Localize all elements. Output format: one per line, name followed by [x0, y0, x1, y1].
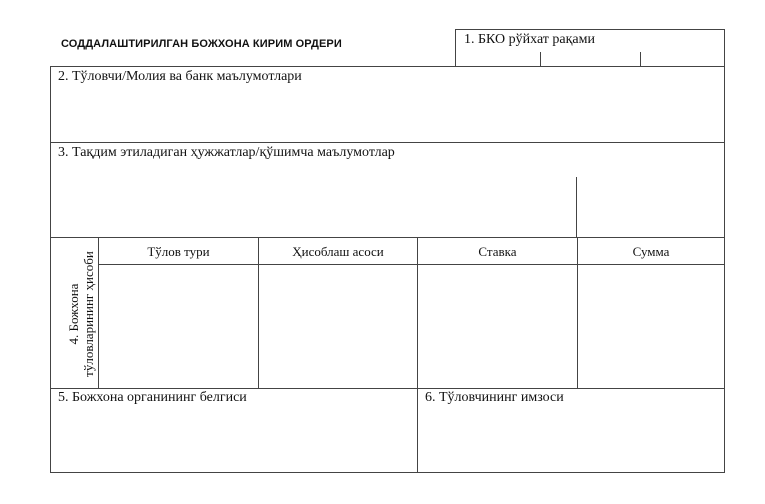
field-6-label: 6. Тўловчининг имзоси: [425, 390, 564, 405]
form-title: СОДДАЛАШТИРИЛГАН БОЖХОНА КИРИМ ОРДЕРИ: [61, 38, 342, 50]
column-header-calculation-base: Ҳисоблаш асоси: [292, 244, 384, 259]
frame-left-border: [50, 66, 51, 473]
column-header-rate: Ставка: [478, 244, 517, 259]
field-4-label-line2: тўловларининг ҳисоби: [81, 251, 96, 377]
frame-right-border: [724, 29, 725, 473]
box1-top-border: [455, 29, 725, 30]
field-1-label: 1. БКО рўйхат рақами: [464, 32, 595, 47]
section3-divider-mark: [576, 177, 577, 237]
box1-left-border: [455, 29, 456, 66]
field-4-label-line1: 4. Божхона: [66, 283, 81, 345]
frame-top-border: [50, 66, 725, 67]
section2-bottom-border: [50, 142, 725, 143]
field-3-label: 3. Тақдим этиладиган ҳужжатлар/қўшимча маълумотлар: [58, 145, 395, 160]
field-5-label: 5. Божхона органининг белгиси: [58, 390, 247, 405]
box1-tick-2: [640, 52, 641, 66]
box1-tick-1: [540, 52, 541, 66]
column-header-amount: Сумма: [632, 244, 670, 259]
section3-bottom-border: [50, 237, 725, 238]
frame-bottom-border: [50, 472, 725, 473]
section4-bottom-border: [50, 388, 725, 389]
table-column-divider-2: [417, 237, 418, 473]
field-2-label: 2. Тўловчи/Молия ва банк маълумотлари: [58, 69, 302, 84]
column-header-payment-type: Тўлов тури: [147, 244, 210, 259]
field-4-label: [61, 241, 101, 387]
table-header-bottom-border: [98, 264, 725, 265]
